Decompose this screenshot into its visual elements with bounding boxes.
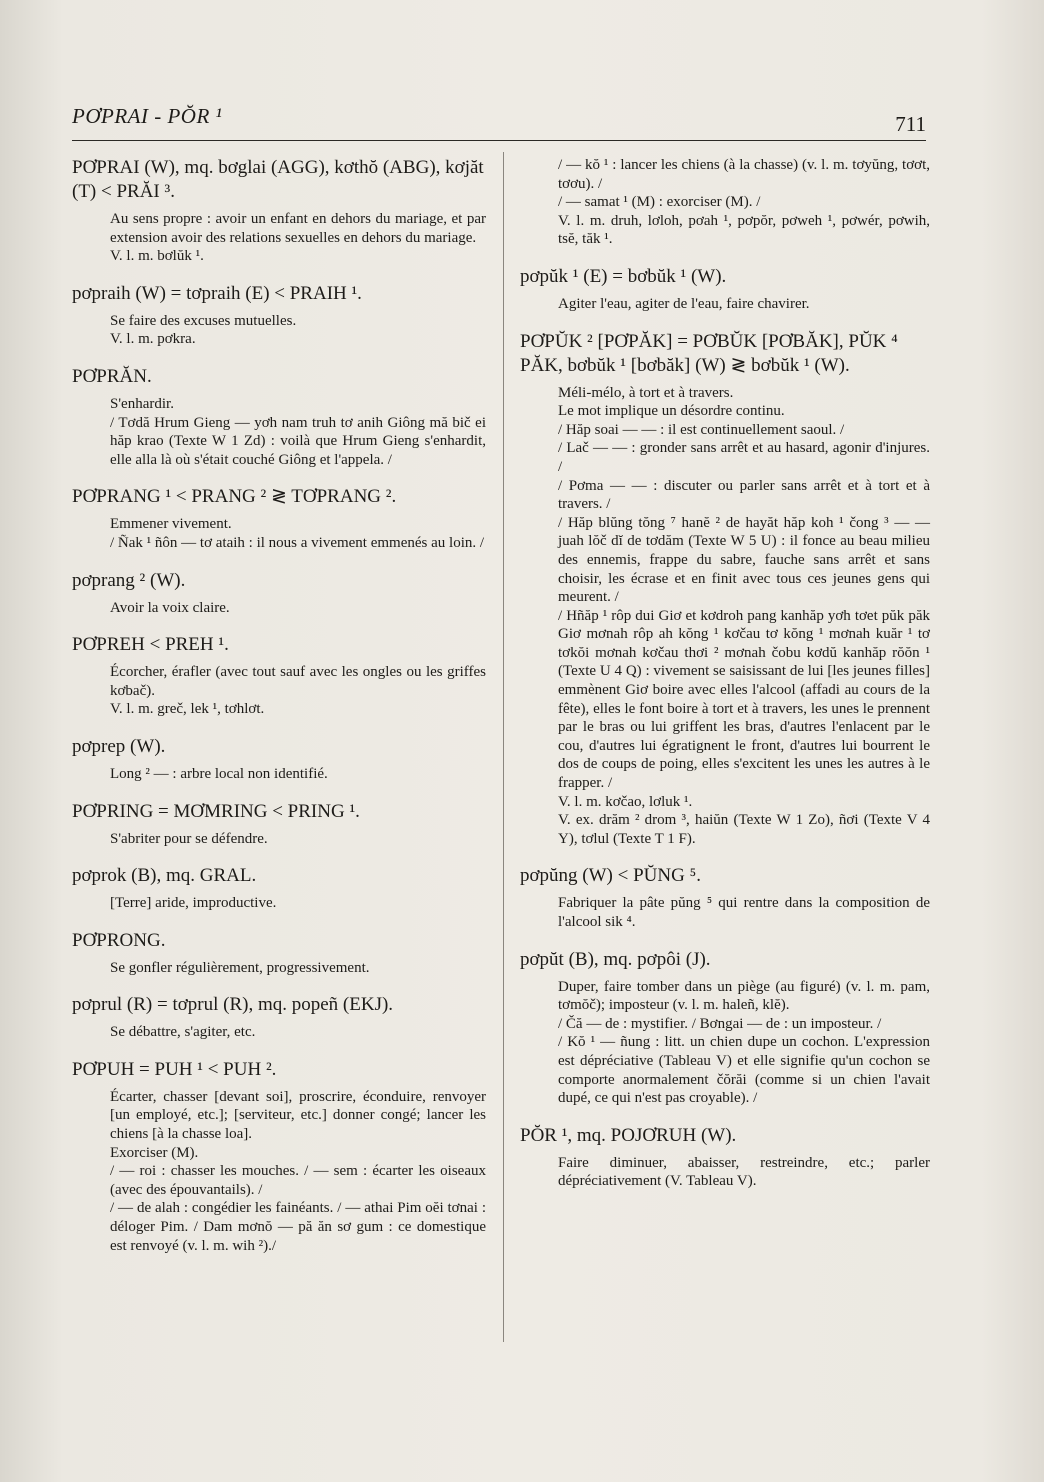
dictionary-entry: [520, 864, 930, 931]
entry-line: Long ² — : arbre local non identifié.: [110, 765, 328, 782]
entry-line: Agiter l'eau, agiter de l'eau, faire chavirer.: [558, 295, 810, 312]
page-number: 711: [895, 112, 926, 136]
entry-line: V. l. m. kơčao, lơluk ¹.: [558, 793, 693, 810]
entry-body: [72, 830, 486, 849]
entry-line: V. l. m. pơkra.: [110, 331, 196, 348]
entry-line: Le mot implique un désordre continu.: [558, 403, 785, 420]
entry-headword: PƠPUH = PUH ¹ < PUH ².: [72, 1058, 277, 1080]
entry-headword: PƠPRAI (W), mq. bơglai (AGG), kơthŏ (ABG), kơjăt (T) < PRĂI ³.: [72, 157, 484, 202]
entry-headword: pơprul (R) = tơprul (R), mq. popeñ (EKJ).: [72, 994, 394, 1016]
dictionary-entry: [520, 948, 930, 1108]
dictionary-entry: [520, 265, 930, 314]
entry-headword: PƠPŬK ² [PƠPĂK] = PƠBŬK [PƠBĂK], PŬK ⁴ PĂK, bơbŭk ¹ [bơbăk] (W) ≷ bơbŭk ¹ (W).: [520, 330, 898, 376]
entry-line: Méli-mélo, à tort et à travers.: [558, 384, 734, 401]
entry-line: Écarter, chasser [devant soi], proscrire, éconduire, renvoyer [un employé, etc.]; [serviteur, etc.] donner congé; lancer les chiens [à la chasse loa].: [110, 1088, 486, 1143]
entry-line: / Hñăp ¹ rôp dui Giơ et kơdroh pang kanhăp yơh tơet pŭk păk Giơ mơnah rôp ah kŏng ¹ kơčau tơ kŏng ¹ mơnah kuăr ¹ tơ tơkŏi mơnah kơčau thơi ² mơnah čobu kơdŭ kanhăp rŏŏn ¹ (Texte U 4 Q) : vivement se saisissant de lui [les jeunes filles] emmènent Giơ boire avec elles l'alcool (affadi au cours de la fête), elles le font boire à tort et à travers, les unes le prennent par le bras ou lui griffent les bras, d'autres l'enlacent par le cou, d'autres lui égratignent le front, d'autres lui bourrent le dos de coups de poing, elles s'excitent les unes les autres à le frapper. /: [558, 607, 930, 792]
entry-line: / — samat ¹ (M) : exorciser (M). /: [558, 194, 761, 211]
entry-line: Faire diminuer, abaisser, restreindre, etc.; parler dépréciativement (V. Tableau V).: [558, 1154, 930, 1190]
entry-body: [72, 1088, 486, 1255]
entry-line: [Terre] aride, improductive.: [110, 895, 277, 912]
entry-line: Emmener vivement.: [110, 516, 232, 533]
dictionary-entry: [72, 365, 486, 469]
dictionary-entry: [72, 800, 486, 849]
entry-headword: pơprep (W).: [72, 735, 166, 757]
entry-line: Se débattre, s'agiter, etc.: [110, 1024, 256, 1041]
dictionary-entry: [72, 735, 486, 784]
entry-line: / Pơma — — : discuter ou parler sans arrêt et à tort et à travers. /: [558, 477, 930, 513]
dictionary-entry: [72, 929, 486, 978]
entry-headword: pơpŭk ¹ (E) = bơbŭk ¹ (W).: [520, 265, 727, 287]
dictionary-entry: [72, 569, 486, 618]
entry-line: Se faire des excuses mutuelles.: [110, 312, 297, 329]
entry-line: Duper, faire tomber dans un piège (au figuré) (v. l. m. pam, tơmŏč); imposteur (v. l. m. haleñ, klĕ).: [558, 978, 930, 1014]
entry-body: [72, 395, 486, 469]
entry-line: Avoir la voix claire.: [110, 599, 230, 616]
entry-body: [520, 295, 930, 314]
entry-line: / Ñak ¹ ñôn — tơ ataih : il nous a vivement emmenés au loin. /: [110, 534, 485, 551]
entry-body: [72, 599, 486, 618]
entry-line: V. l. m. greč, lek ¹, tơhlơt.: [110, 701, 265, 718]
entry-body: [72, 959, 486, 978]
entry-line: Au sens propre : avoir un enfant en dehors du mariage, et par extension avoir des relations sexuelles en dehors du mariage.: [110, 211, 486, 246]
entry-line: / Hăp soai — — : il est continuellement saoul. /: [558, 421, 845, 438]
entry-body: [72, 894, 486, 913]
entry-headword: pơprok (B), mq. GRAL.: [72, 865, 257, 887]
entry-line: / — roi : chasser les mouches. / — sem : écarter les oiseaux (avec des épouvantails). /: [110, 1163, 486, 1198]
dictionary-entry: [72, 1058, 486, 1255]
entry-headword: PƠPRING = MƠMRING < PRING ¹.: [72, 800, 360, 822]
entry-body: [72, 663, 486, 719]
dictionary-entry: [520, 330, 930, 849]
right-column: [520, 156, 930, 1207]
entry-body: [72, 210, 486, 266]
entry-headword: PƠPRONG.: [72, 929, 166, 951]
entry-body: [72, 515, 486, 552]
dictionary-entry: [72, 864, 486, 913]
page-header: [72, 104, 926, 141]
entry-line: V. l. m. bơlŭk ¹.: [110, 248, 204, 265]
running-title: PƠPRAI - PŎR ¹: [72, 104, 223, 128]
dictionary-entry: [520, 1124, 930, 1191]
entry-line: Fabriquer la pâte pŭng ⁵ qui rentre dans la composition de l'alcool sik ⁴.: [558, 895, 930, 930]
entry-line: / — kŏ ¹ : lancer les chiens (à la chasse) (v. l. m. tơyŭng, tơơt, tơơu). /: [558, 157, 930, 192]
dictionary-entry: [72, 633, 486, 719]
entry-line: Exorciser (M).: [110, 1144, 199, 1161]
dictionary-entry: [72, 993, 486, 1042]
entry-line: S'enhardir.: [110, 395, 174, 412]
dictionary-entry: [72, 485, 486, 552]
entry-body: [520, 156, 930, 249]
entry-body: [520, 384, 930, 849]
entry-body: [72, 765, 486, 784]
entry-headword: pơpraih (W) = tơpraih (E) < PRAIH ¹.: [72, 282, 362, 304]
dictionary-entry: [520, 156, 930, 249]
column-divider: [503, 152, 504, 1342]
entry-body: [520, 1154, 930, 1191]
entry-line: Se gonfler régulièrement, progressivement.: [110, 959, 370, 976]
entry-headword: pơpŭng (W) < PŬNG ⁵.: [520, 865, 701, 887]
dictionary-entry: [72, 156, 486, 266]
entry-line: V. l. m. druh, lơloh, pơah ¹, pơpŏr, pơweh ¹, pơwér, pơwih, tsĕ, tăk ¹.: [558, 212, 930, 248]
entry-body: [520, 978, 930, 1108]
entry-line: / Hăp blŭng tŏng ⁷ hanĕ ² de hayăt hăp koh ¹ čong ³ — — juah lŏč dĭ de tơdăm (Texte W 5 U) : il fonce au beau milieu des ennemis, frappe du sabre, fauche sans arrêt et sans choisir, les écrase et en finit avec tous ces jeunes gens qui meurent. /: [558, 514, 930, 606]
entry-line: / Kŏ ¹ — ñung : litt. un chien dupe un cochon. L'expression est dépréciative (Tableau V) et elle signifie qu'un cochon se comporte anormalement čŏrăi (comme si un chien l'avait dupé, ce qui n'est pas croyable). /: [558, 1034, 930, 1107]
entry-body: [72, 1023, 486, 1042]
entry-headword: PƠPRANG ¹ < PRANG ² ≷ TƠPRANG ².: [72, 486, 397, 508]
entry-headword: PƠPREH < PREH ¹.: [72, 634, 229, 656]
entry-headword: pơpŭt (B), mq. pơpôi (J).: [520, 948, 711, 970]
entry-line: / Čă — de : mystifier. / Bơngai — de : un imposteur. /: [558, 1015, 882, 1032]
entry-line: Écorcher, érafler (avec tout sauf avec les ongles ou les griffes kơbač).: [110, 664, 486, 699]
entry-line: / Tơdă Hrum Gieng — yơh nam truh tơ anih Giông mă bič ei hăp krao (Texte W 1 Zd) : voilà que Hrum Gieng s'enhardit, elle alla là où s'était couché Giông et l'appela. /: [110, 414, 486, 468]
entry-body: [520, 894, 930, 931]
entry-line: / — de alah : congédier les fainéants. / — athai Pim oĕi tơnai : déloger Pim. / Dam mơnŏ — pă ăn sơ gum : ce domestique est renvoyé (v. l. m. wih ²)./: [110, 1200, 486, 1254]
entry-body: [72, 312, 486, 349]
entry-line: S'abriter pour se défendre.: [110, 830, 268, 847]
entry-headword: PŎR ¹, mq. POJƠRUH (W).: [520, 1124, 737, 1146]
entry-headword: pơprang ² (W).: [72, 569, 186, 591]
entry-headword: PƠPRĂN.: [72, 365, 152, 387]
entry-line: V. ex. drăm ² drom ³, haiŭn (Texte W 1 Zo), ñơi (Texte V 4 Y), tơlul (Texte T 1 F).: [558, 812, 930, 847]
entry-line: / Lač — — : gronder sans arrêt et au hasard, agonir d'injures. /: [558, 440, 930, 475]
dictionary-entry: [72, 282, 486, 349]
left-column: [72, 156, 486, 1271]
